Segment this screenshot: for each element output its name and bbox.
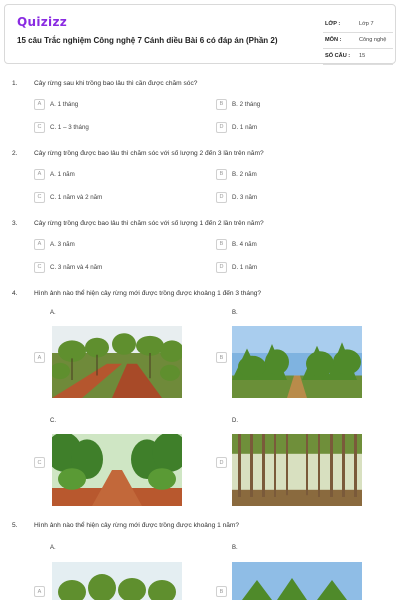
question-number: 3. [12,220,18,227]
option-label: A. 1 năm [50,170,75,178]
option-label: C. 1 – 3 tháng [50,123,89,131]
option-letter-box[interactable]: A [34,169,45,180]
forest-sapling-rows-image[interactable] [232,562,362,600]
option-letter-box[interactable]: A [34,99,45,110]
worksheet-header [4,4,396,64]
meta-value: Lớp 7 [359,21,374,27]
forest-young-rows-image[interactable] [52,562,182,600]
image-option-letter: D. [232,418,238,424]
option-label: B. 2 tháng [232,100,261,108]
option-letter-box[interactable]: C [34,457,45,468]
option-label: B. 2 năm [232,170,257,178]
option-label: D. 3 năm [232,193,258,201]
option-letter-box[interactable]: C [34,262,45,273]
option-letter-box[interactable]: B [216,99,227,110]
meta-row-count [323,49,393,65]
meta-key: SỐ CÂU : [325,53,351,59]
option-d[interactable] [216,261,257,273]
meta-value: 15 [359,53,366,59]
option-label: B. 4 năm [232,240,257,248]
forest-mature-trunks-image[interactable] [232,434,362,506]
option-b[interactable] [216,168,257,180]
image-option-letter: B. [232,310,238,316]
image-option-letter: C. [50,418,56,424]
option-label: C. 1 năm và 2 năm [50,193,103,201]
option-letter-box[interactable]: C [34,192,45,203]
meta-value: Công nghệ [359,37,387,43]
question-text: Cây rừng trồng được bao lâu thì chăm sóc với số lượng 2 đến 3 lần trên năm? [34,150,264,157]
option-letter-box[interactable]: D [216,122,227,133]
option-label: C. 3 năm và 4 năm [50,263,103,271]
image-option-letter: A. [50,545,56,551]
option-label: A. 1 tháng [50,100,79,108]
question-text: Hình ảnh nào thể hiện cây rừng mới được trồng được khoảng 1 năm? [34,522,240,529]
meta-key: MÔN : [325,37,342,43]
option-letter-box[interactable]: D [216,457,227,468]
option-c[interactable] [34,191,102,203]
option-d[interactable] [216,191,257,203]
option-a[interactable] [34,238,75,250]
forest-sapling-rows-image[interactable] [232,326,362,398]
question-text: Cây rừng sau khi trồng bao lâu thì cần được chăm sóc? [34,80,198,87]
forest-young-rows-image[interactable] [52,326,182,398]
option-d[interactable] [216,121,257,133]
option-letter-box[interactable]: B [216,239,227,250]
meta-key: LỚP : [325,21,341,27]
option-c[interactable] [34,121,89,133]
option-letter-box[interactable]: A [34,352,45,363]
worksheet-title: 15 câu Trắc nghiệm Công nghệ 7 Cánh diều Bài 6 có đáp án (Phần 2) [17,36,278,45]
option-letter-box[interactable]: B [216,586,227,597]
meta-row-class [323,17,393,33]
option-b[interactable] [216,238,257,250]
meta-row-subject [323,33,393,49]
quizizz-logo: Quizizz [17,15,68,29]
option-label: D. 1 năm [232,123,258,131]
question-number: 2. [12,150,18,157]
option-letter-box[interactable]: B [216,352,227,363]
forest-dense-path-image[interactable] [52,434,182,506]
option-letter-box[interactable]: D [216,192,227,203]
option-a[interactable] [34,98,78,110]
option-letter-box[interactable]: C [34,122,45,133]
option-c[interactable] [34,261,102,273]
option-b[interactable] [216,98,260,110]
question-number: 5. [12,522,18,529]
option-label: A. 3 năm [50,240,75,248]
question-text: Cây rừng trồng được bao lâu thì chăm sóc với số lượng 1 đến 2 lần trên năm? [34,220,264,227]
question-number: 1. [12,80,18,87]
image-option-letter: A. [50,310,56,316]
option-label: D. 1 năm [232,263,258,271]
option-letter-box[interactable]: D [216,262,227,273]
meta-table [323,17,393,65]
option-letter-box[interactable]: B [216,169,227,180]
option-letter-box[interactable]: A [34,586,45,597]
option-a[interactable] [34,168,75,180]
option-letter-box[interactable]: A [34,239,45,250]
question-text: Hình ảnh nào thể hiện cây rừng mới được trồng được khoảng 1 đến 3 tháng? [34,290,262,297]
question-number: 4. [12,290,18,297]
image-option-letter: B. [232,545,238,551]
